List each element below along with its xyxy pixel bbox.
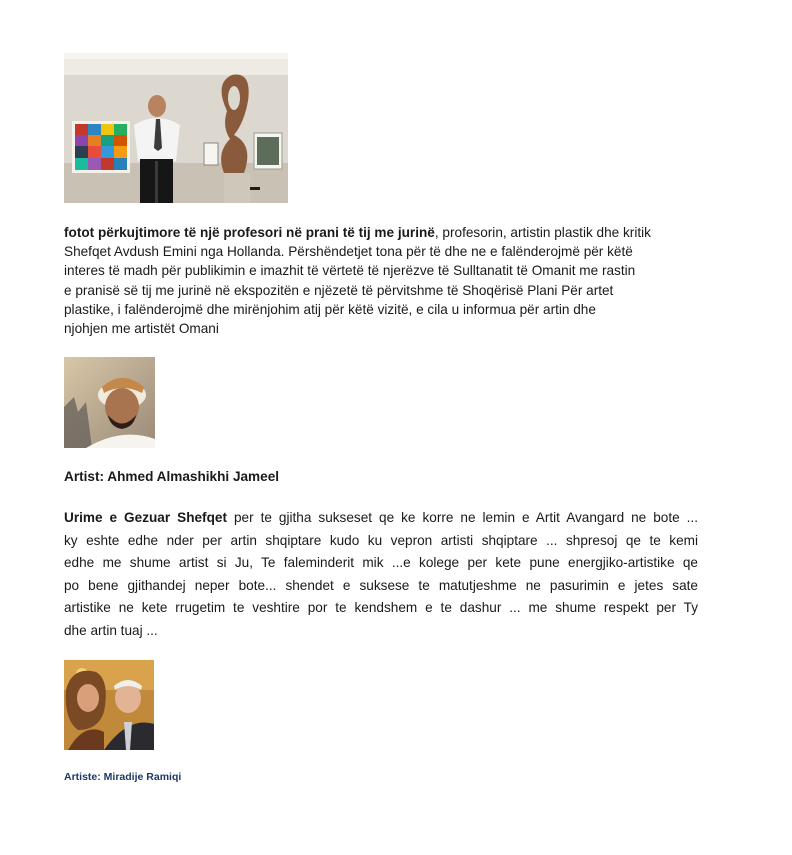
couple-photo: [64, 660, 154, 750]
artist-name-ahmed: Artist: Ahmed Almashikhi Jameel: [64, 469, 280, 484]
congratulation-message: [64, 507, 698, 642]
message-line: Urime e Gezuar Shefqet per te gjitha sukseset qe ke korre ne lemin e Artit Avangard ne bote ...: [64, 510, 698, 525]
caption-line: plastike, i falënderojmë dhe mirënjohim atij për këtë vizitë, e cila u informua për artin dhe: [64, 301, 596, 317]
caption-line: njohjen me artistët Omani: [64, 321, 219, 337]
artist-portrait-photo: [64, 357, 155, 448]
message-bold-lead: Urime e Gezuar Shefqet: [64, 510, 227, 525]
caption-line: e pranisë së tij me jurinë në ekspozitën e njëzetë të përvitshme të Shoqërisë Plani Për artet: [64, 282, 614, 298]
caption-line: Shefqet Avdush Emini nga Hollanda. Përshëndetjet tona për të dhe ne e falënderojmë për këtë: [64, 244, 633, 260]
message-line: edhe me shume artist si Ju, Te faleminderit mik ...e kolege per kete pune energjiko-artistike qe: [64, 555, 698, 570]
caption-line: interes të madh për publikimin e imazhit të vërtetë të njerëzve të Sulltanatit të Omanit me rastin: [64, 263, 636, 279]
exhibition-caption: [64, 223, 698, 338]
message-line: artistike ne kete rrugetim te veshtire por te kendshem e te dashur ... me shume respekt per Ty: [64, 600, 698, 615]
caption-line: , profesorin, artistin plastik dhe kritik: [434, 225, 651, 240]
message-line: dhe artin tuaj ...: [64, 622, 158, 638]
message-line: po bene gjithandej neper bote... shendet e suksese te matutjeshme ne pasurimin e jetes sate: [64, 577, 698, 593]
message-line: ky eshte edhe nder per artin shqiptare kudo ku vepron artisti shqiptare ... shpresoj qe te kemi: [64, 532, 698, 548]
gallery-exhibition-photo: [64, 53, 288, 203]
caption-bold-lead: fotot përkujtimore të një profesori në prani të tij me jurinë: [64, 225, 435, 240]
artist-name-miradije: Artiste: Miradije Ramiqi: [64, 771, 182, 783]
